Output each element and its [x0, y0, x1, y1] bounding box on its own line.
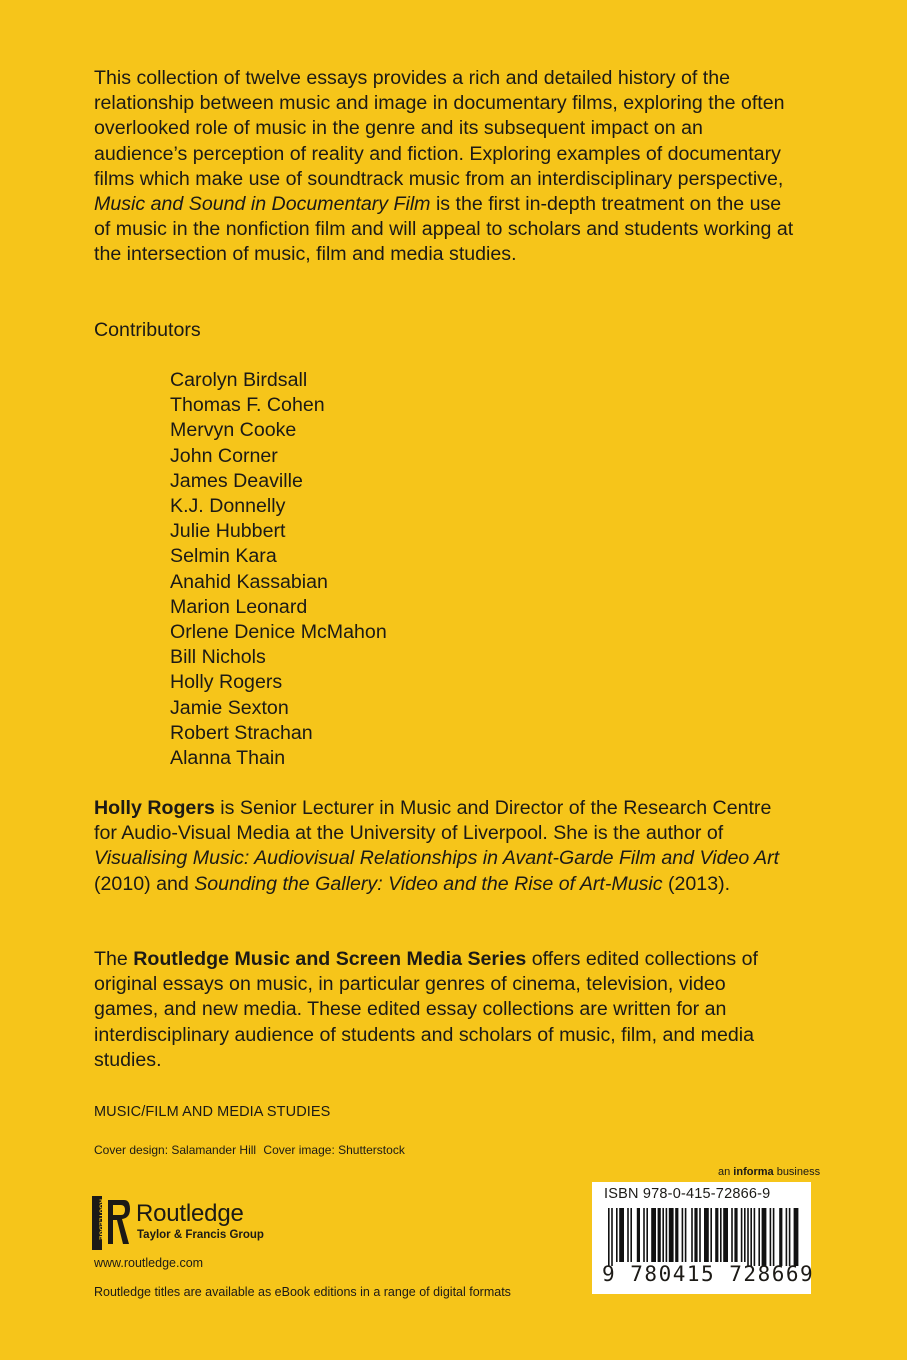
barcode-bar — [720, 1208, 722, 1262]
barcode-bar — [658, 1208, 661, 1262]
contributor-name: Mervyn Cooke — [170, 419, 297, 442]
barcode-bar — [734, 1208, 737, 1262]
description-paragraph — [94, 66, 794, 268]
barcode-bar — [662, 1208, 664, 1262]
bio-text-1: is Senior Lecturer in Music and Director of the Research Centre for Audio-Visual Media at the University of Liverpool. She is the author of — [94, 797, 772, 845]
contributor-name: Carolyn Birdsall — [170, 369, 308, 391]
barcode-bar — [758, 1208, 760, 1266]
barcode-bar — [646, 1208, 648, 1262]
barcode-bar — [744, 1208, 746, 1262]
contributor-name: Bill Nichols — [170, 646, 266, 669]
barcode-bar — [691, 1208, 693, 1262]
barcode-bar — [762, 1208, 767, 1266]
routledge-logo — [92, 1196, 292, 1252]
barcode-bar — [794, 1208, 799, 1266]
contributor-name: K.J. Donnelly — [170, 495, 286, 518]
description-text-2: is the first in-depth treatment on the use of music in the nonfiction film and will appeal to scholars and students working at the intersection of music, film and media studies. — [94, 193, 794, 266]
contributor-name: Jamie Sexton — [170, 696, 289, 719]
ebook-note: Routledge titles are available as eBook editions in a range of digital formats — [94, 1285, 511, 1299]
contributor-name: Marion Leonard — [170, 595, 308, 618]
barcode-bar — [630, 1208, 632, 1262]
series-lead: The — [94, 948, 134, 970]
barcode-bar — [710, 1208, 712, 1262]
barcode-bar — [637, 1208, 640, 1262]
barcode-bar — [723, 1208, 728, 1262]
contributor-name: Anahid Kassabian — [170, 570, 328, 593]
barcode-bar — [651, 1208, 656, 1262]
cover-image-credit: Cover image: Shutterstock — [263, 1143, 405, 1157]
barcode-bar — [619, 1208, 624, 1262]
contributor-name: Thomas F. Cohen — [170, 394, 325, 417]
contributor-name: Holly Rogers — [170, 671, 283, 694]
barcode-bar — [682, 1208, 684, 1262]
barcode-bar — [773, 1208, 775, 1266]
barcode-bar — [747, 1208, 749, 1266]
series-text: offers edited collections of original essays on music, in particular genres of cinema, television, video games, and new media. These edited essay collections are written for an interdisciplinary audience of students and scholars of music, film, and media studies. — [94, 948, 758, 1071]
contributor-name: James Deaville — [170, 469, 303, 492]
contributor-name: John Corner — [170, 444, 278, 467]
barcode-bar — [750, 1208, 752, 1266]
barcode-bar — [685, 1208, 687, 1262]
contributor-name: Orlene Denice McMahon — [170, 621, 387, 644]
barcode-bar — [666, 1208, 668, 1262]
barcode-bar — [731, 1208, 733, 1262]
informa-brand: informa — [733, 1166, 774, 1178]
barcode-icon — [602, 1208, 802, 1266]
barcode-bar — [669, 1208, 674, 1262]
bio-book-1: Visualising Music: Audiovisual Relationships in Avant-Garde Film and Video Art — [94, 847, 780, 870]
barcode-bar — [627, 1208, 629, 1262]
informa-pre: an — [718, 1166, 734, 1178]
publisher-name: Routledge — [136, 1200, 244, 1227]
contributor-name: Alanna Thain — [170, 747, 286, 770]
bio-text-3: (2013). — [662, 872, 731, 895]
editor-name: Holly Rogers — [94, 797, 215, 819]
contributor-name: Selmin Kara — [170, 545, 277, 568]
barcode-bar — [643, 1208, 645, 1262]
barcode-bar — [789, 1208, 791, 1266]
barcode-bar — [608, 1208, 610, 1266]
barcode-bar — [675, 1208, 678, 1262]
barcode-bar — [704, 1208, 709, 1262]
editor-bio — [94, 796, 794, 897]
description-text-1: This collection of twelve essays provides a rich and detailed history of the relationship between music and image in documentary films, exploring the often overlooked role of music in the genre and its subsequent impact on an audience’s perception of reality and fiction. Exploring examples of documentary films which make use of soundtrack music from an interdisciplinary perspective, — [94, 67, 785, 190]
series-name: Routledge Music and Screen Media Series — [133, 948, 527, 970]
routledge-mark-label: ROUTLEDGE — [97, 1199, 105, 1240]
book-title: Music and Sound in Documentary Film — [94, 193, 431, 216]
barcode-digits: 9 780415 728669 — [602, 1262, 815, 1286]
informa-post: business — [773, 1166, 821, 1178]
barcode-bar — [616, 1208, 618, 1262]
bio-book-2: Sounding the Gallery: Video and the Rise of Art-Music — [194, 872, 663, 895]
cover-design-credit: Cover design: Salamander Hill — [94, 1143, 257, 1157]
barcode-bar — [699, 1208, 701, 1262]
contributors-list — [170, 368, 387, 771]
barcode-bar — [694, 1208, 697, 1262]
subject-category: MUSIC/FILM AND MEDIA STUDIES — [94, 1104, 331, 1120]
routledge-mark-icon — [92, 1196, 132, 1250]
barcode-bar — [779, 1208, 782, 1266]
barcode-bar — [770, 1208, 772, 1266]
publisher-website[interactable]: www.routledge.com — [94, 1256, 204, 1270]
contributor-name: Robert Strachan — [170, 721, 313, 744]
isbn-label: ISBN 978-0-415-72866-9 — [604, 1186, 771, 1202]
informa-tagline — [718, 1166, 820, 1178]
series-description — [94, 947, 794, 1073]
barcode-bar — [715, 1208, 718, 1262]
barcode-bar — [611, 1208, 613, 1266]
barcode-bar — [786, 1208, 788, 1266]
barcode-bar — [741, 1208, 743, 1262]
isbn-barcode-box — [592, 1182, 815, 1294]
publisher-subtitle: Taylor & Francis Group — [137, 1229, 264, 1241]
contributors-heading: Contributors — [94, 319, 201, 341]
barcode-bar — [754, 1208, 756, 1266]
bio-text-2: (2010) and — [94, 872, 195, 895]
contributor-name: Julie Hubbert — [170, 520, 286, 543]
cover-credits — [94, 1143, 405, 1157]
